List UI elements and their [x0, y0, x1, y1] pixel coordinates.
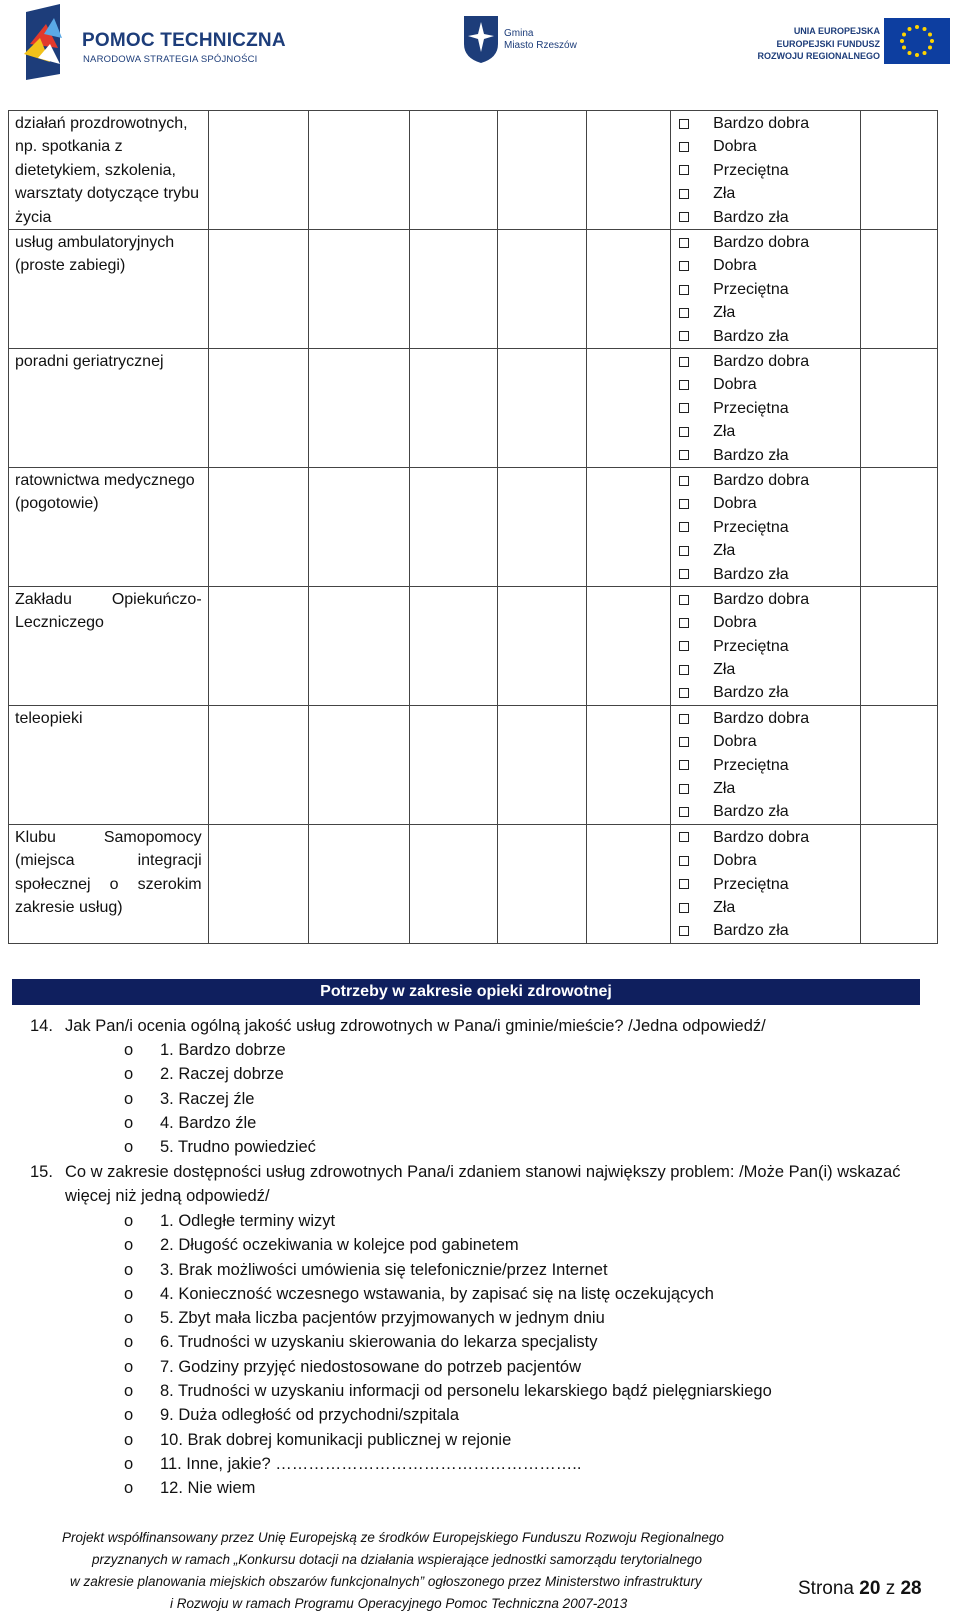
table-row [9, 348, 938, 467]
rating-option-label: Bardzo zła [713, 327, 789, 345]
empty-cell [410, 824, 498, 943]
row-label: ratownictwa medycznego (pogotowie) [9, 467, 209, 586]
circle-bullet-icon: o [124, 1089, 134, 1108]
empty-cell [309, 705, 410, 824]
rating-option-label: Przeciętna [713, 875, 789, 893]
empty-cell [860, 467, 937, 586]
empty-cell [497, 230, 586, 349]
logo-right-line3: ROZWOJU REGIONALNEGO [757, 51, 880, 61]
circle-bullet-icon: o [124, 1406, 134, 1425]
rating-option-label: Bardzo dobra [713, 709, 810, 727]
rating-option[interactable] [671, 635, 859, 658]
empty-cell [860, 824, 937, 943]
empty-cell [309, 111, 410, 230]
checkbox-icon[interactable] [679, 331, 689, 341]
rating-option-label: Dobra [713, 257, 757, 275]
rating-option[interactable] [671, 397, 859, 420]
checkbox-icon[interactable] [679, 569, 689, 579]
answer-label: 12. Nie wiem [160, 1479, 256, 1498]
answer-label: 10. Brak dobrej komunikacji publicznej w rejonie [160, 1430, 512, 1449]
answer-label: 1. Odległe terminy wizyt [160, 1212, 336, 1230]
rating-option[interactable] [671, 231, 859, 254]
rating-option-label: Dobra [713, 495, 757, 513]
empty-cell [410, 348, 498, 467]
rating-options-cell [671, 824, 860, 943]
table-row [9, 111, 938, 230]
rating-option[interactable] [671, 206, 859, 229]
rating-table [8, 110, 938, 944]
checkbox-icon[interactable] [679, 165, 689, 175]
circle-bullet-icon: o [124, 1138, 134, 1157]
checkbox-icon[interactable] [679, 285, 689, 295]
rating-option-label: Zła [713, 304, 736, 322]
rating-option-label: Bardzo zła [713, 565, 789, 583]
circle-bullet-icon: o [124, 1212, 134, 1230]
empty-cell [586, 824, 671, 943]
rating-options [671, 349, 859, 467]
rating-options-cell [671, 467, 860, 586]
page-number [798, 1578, 922, 1600]
table-row [9, 467, 938, 586]
answer-label: 9. Duża odległość od przychodni/szpitala [160, 1406, 460, 1425]
rating-option-label: Bardzo dobra [713, 590, 810, 608]
footer-line-4: i Rozwoju w ramach Programu Operacyjnego Pomoc Techniczna 2007-2013 [170, 1596, 628, 1611]
rating-option-label: Zła [713, 780, 736, 798]
checkbox-icon[interactable] [679, 737, 689, 747]
rating-options-cell [671, 111, 860, 230]
page-prefix: Strona [798, 1578, 854, 1599]
row-label: działań prozdrowotnych, np. spotkania z dietetykiem, szkolenia, warsztaty dotyczące trybu życia [9, 111, 209, 230]
table-row [9, 824, 938, 943]
rating-option[interactable] [671, 516, 859, 539]
answer-label: 4. Bardzo źle [160, 1113, 257, 1132]
page-footer [0, 1530, 960, 1620]
circle-bullet-icon: o [124, 1454, 134, 1473]
answer-label: 4. Konieczność wczesnego wstawania, by zapisać się na listę oczekujących [160, 1284, 714, 1303]
rating-options-cell [671, 586, 860, 705]
rating-option-label: Przeciętna [713, 518, 789, 536]
logo-left-subtitle: NARODOWA STRATEGIA SPÓJNOŚCI [83, 54, 258, 65]
rating-option[interactable] [671, 658, 859, 681]
checkbox-icon[interactable] [679, 212, 689, 222]
circle-bullet-icon: o [124, 1260, 134, 1279]
empty-cell [410, 467, 498, 586]
circle-bullet-icon: o [124, 1309, 134, 1328]
empty-cell [586, 230, 671, 349]
footer-line-2: przyznanych w ramach „Konkursu dotacji na działania wspierające jednostki samorządu terytorialnego [92, 1552, 703, 1567]
empty-cell [586, 111, 671, 230]
checkbox-icon[interactable] [679, 641, 689, 651]
checkbox-icon[interactable] [679, 499, 689, 509]
rating-option-label: Bardzo dobra [713, 115, 810, 132]
checkbox-icon[interactable] [679, 807, 689, 817]
row-label-main: Klubu Samopomocy (miejsca integracji społecznej o szerokim [15, 828, 202, 893]
empty-cell [860, 348, 937, 467]
checkbox-icon[interactable] [679, 856, 689, 866]
rating-option[interactable] [671, 588, 859, 611]
rating-option[interactable] [671, 681, 859, 704]
empty-cell [860, 230, 937, 349]
checkbox-icon[interactable] [679, 714, 689, 724]
question-14-text: Jak Pan/i ocenia ogólną jakość usług zdrowotnych w Pana/i gminie/mieście? /Jedna odpowiedź/ [65, 1017, 766, 1035]
answer-label: 3. Raczej źle [160, 1089, 255, 1108]
rating-option[interactable] [671, 800, 859, 823]
circle-bullet-icon: o [124, 1479, 134, 1498]
empty-cell [208, 586, 309, 705]
logo-mid-line1: Gmina [504, 28, 534, 39]
rating-option-label: Przeciętna [713, 637, 789, 655]
empty-cell [497, 824, 586, 943]
answer-label: 3. Brak możliwości umówienia się telefonicznie/przez Internet [160, 1260, 608, 1279]
checkbox-icon[interactable] [679, 357, 689, 367]
rating-option-label: Dobra [713, 138, 757, 156]
rating-option[interactable] [671, 754, 859, 777]
checkbox-icon[interactable] [679, 427, 689, 437]
empty-cell [860, 705, 937, 824]
empty-cell [309, 348, 410, 467]
empty-cell [497, 586, 586, 705]
answer-label: 2. Długość oczekiwania w kolejce pod gabinetem [160, 1236, 519, 1255]
footer-line-1: Projekt współfinansowany przez Unię Europejską ze środków Europejskiego Funduszu Rozwoju Regionalnego [62, 1530, 724, 1545]
empty-cell [497, 348, 586, 467]
empty-cell [309, 467, 410, 586]
checkbox-icon[interactable] [679, 476, 689, 486]
rating-option-label: Bardzo zła [713, 684, 789, 702]
answer-label: 8. Trudności w uzyskaniu informacji od personelu lekarskiego bądź pielęgniarskiego [160, 1382, 772, 1401]
empty-cell [208, 111, 309, 230]
rating-option-label: Zła [713, 661, 736, 679]
row-label-last: Leczniczego [15, 614, 104, 632]
page-header [0, 0, 960, 90]
rating-option[interactable] [671, 873, 859, 896]
rating-option[interactable] [671, 159, 859, 182]
empty-cell [410, 586, 498, 705]
checkbox-icon[interactable] [679, 832, 689, 842]
empty-cell [208, 467, 309, 586]
page-current: 20 [859, 1578, 881, 1599]
empty-cell [586, 705, 671, 824]
answer-label: 11. Inne, jakie? ……………………………………………….. [160, 1454, 582, 1473]
row-label: usług ambulatoryjnych (proste zabiegi) [9, 230, 209, 349]
checkbox-icon[interactable] [679, 926, 689, 936]
row-label: teleopieki [9, 705, 209, 824]
pomoc-techniczna-logo [20, 4, 300, 80]
checkbox-icon[interactable] [679, 879, 689, 889]
empty-cell [208, 230, 309, 349]
empty-cell [860, 586, 937, 705]
rating-options [671, 587, 859, 705]
rating-option[interactable] [671, 444, 859, 467]
rating-option-label: Przeciętna [713, 756, 789, 774]
rating-option[interactable] [671, 826, 859, 849]
checkbox-icon[interactable] [679, 665, 689, 675]
footer-line-3: w zakresie planowania miejskich obszarów funkcjonalnych” ogłoszonego przez Ministerstwo infrastruktury [70, 1574, 702, 1589]
rzeszow-coat-of-arms-icon [462, 14, 500, 64]
rating-option[interactable] [671, 182, 859, 205]
checkbox-icon[interactable] [679, 760, 689, 770]
rating-option[interactable] [671, 707, 859, 730]
rating-option[interactable] [671, 301, 859, 324]
section-title: Potrzeby w zakresie opieki zdrowotnej [12, 979, 920, 1005]
empty-cell [208, 824, 309, 943]
rating-option-label: Zła [713, 185, 736, 203]
checkbox-icon[interactable] [679, 450, 689, 460]
rating-option[interactable] [671, 135, 859, 158]
rating-option[interactable] [671, 112, 859, 135]
page-total: 28 [900, 1578, 922, 1599]
rating-option-label: Bardzo dobra [713, 828, 810, 846]
row-label-main: Zakładu Opiekuńczo- [15, 590, 202, 608]
question-15-number: 15. [30, 1163, 53, 1181]
rating-option[interactable] [671, 849, 859, 872]
rating-option[interactable] [671, 469, 859, 492]
circle-bullet-icon: o [124, 1430, 134, 1449]
checkbox-icon[interactable] [679, 618, 689, 628]
rating-option-label: Zła [713, 423, 736, 441]
checkbox-icon[interactable] [679, 142, 689, 152]
rating-option[interactable] [671, 254, 859, 277]
row-label [9, 824, 209, 943]
empty-cell [410, 230, 498, 349]
table-row [9, 230, 938, 349]
empty-cell [860, 111, 937, 230]
rating-option[interactable] [671, 350, 859, 373]
pomoc-techniczna-emblem-icon [20, 4, 82, 80]
empty-cell [410, 705, 498, 824]
empty-cell [586, 348, 671, 467]
rating-option[interactable] [671, 611, 859, 634]
answer-label: 5. Zbyt mała liczba pacjentów przyjmowanych w jednym dniu [160, 1309, 605, 1328]
checkbox-icon[interactable] [679, 522, 689, 532]
rating-options [671, 111, 859, 229]
row-label: poradni geriatrycznej [9, 348, 209, 467]
checkbox-icon[interactable] [679, 308, 689, 318]
answer-label: 6. Trudności w uzyskaniu skierowania do lekarza specjalisty [160, 1333, 598, 1352]
circle-bullet-icon: o [124, 1284, 134, 1303]
checkbox-icon[interactable] [679, 403, 689, 413]
checkbox-icon[interactable] [679, 595, 689, 605]
checkbox-icon[interactable] [679, 189, 689, 199]
rating-option-label: Zła [713, 898, 736, 916]
checkbox-icon[interactable] [679, 903, 689, 913]
checkbox-icon[interactable] [679, 261, 689, 271]
logo-mid-line2: Miasto Rzeszów [504, 40, 577, 51]
rating-option-label: Bardzo zła [713, 446, 789, 464]
rating-option[interactable] [671, 278, 859, 301]
rating-option-label: Bardzo zła [713, 208, 789, 226]
empty-cell [497, 705, 586, 824]
rating-option-label: Przeciętna [713, 399, 789, 417]
rating-option[interactable] [671, 563, 859, 586]
logo-right-line2: EUROPEJSKI FUNDUSZ [776, 39, 880, 49]
empty-cell [586, 467, 671, 586]
circle-bullet-icon: o [124, 1113, 134, 1132]
rating-option[interactable] [671, 373, 859, 396]
rating-option-label: Bardzo zła [713, 803, 789, 821]
empty-cell [208, 705, 309, 824]
rating-option[interactable] [671, 919, 859, 942]
logo-right-line1: UNIA EUROPEJSKA [793, 26, 880, 36]
checkbox-icon[interactable] [679, 784, 689, 794]
table-row [9, 586, 938, 705]
empty-cell [410, 111, 498, 230]
checkbox-icon[interactable] [679, 119, 689, 129]
row-label [9, 586, 209, 705]
rating-option[interactable] [671, 539, 859, 562]
eu-flag-icon [884, 18, 950, 64]
rating-options [671, 825, 859, 943]
table-row [9, 705, 938, 824]
rating-options [671, 706, 859, 824]
rating-option-label: Dobra [713, 614, 757, 632]
empty-cell [497, 111, 586, 230]
rating-options-cell [671, 705, 860, 824]
logo-left-name: POMOC TECHNICZNA [82, 30, 286, 51]
rating-option-label: Zła [713, 542, 736, 560]
question-14-number: 14. [30, 1017, 53, 1035]
rating-option-label: Bardzo dobra [713, 471, 810, 489]
rating-option-label: Dobra [713, 733, 757, 751]
empty-cell [309, 586, 410, 705]
empty-cell [309, 230, 410, 349]
rating-options [671, 230, 859, 348]
rating-option[interactable] [671, 492, 859, 515]
eu-logo [756, 18, 950, 68]
rating-option[interactable] [671, 420, 859, 443]
question-15-text: Co w zakresie dostępności usług zdrowotnych Pana/i zdaniem stanowi największy problem: /Może Pan(i) wskazać więcej niż jedną odpowiedź/ [65, 1163, 901, 1206]
rating-option[interactable] [671, 777, 859, 800]
rating-option-label: Bardzo zła [713, 922, 789, 940]
circle-bullet-icon: o [124, 1357, 134, 1376]
checkbox-icon[interactable] [679, 238, 689, 248]
circle-bullet-icon: o [124, 1065, 134, 1084]
circle-bullet-icon: o [124, 1382, 134, 1401]
rating-option-label: Bardzo dobra [713, 234, 810, 252]
rating-option[interactable] [671, 325, 859, 348]
rating-options-cell [671, 230, 860, 349]
rating-option-label: Dobra [713, 852, 757, 870]
rating-options-cell [671, 348, 860, 467]
rating-option-label: Przeciętna [713, 280, 789, 298]
rzeszow-logo [462, 14, 592, 66]
answer-label: 1. Bardzo dobrze [160, 1041, 286, 1059]
empty-cell [208, 348, 309, 467]
rating-option[interactable] [671, 896, 859, 919]
empty-cell [309, 824, 410, 943]
answer-label: 2. Raczej dobrze [160, 1065, 284, 1084]
circle-bullet-icon: o [124, 1236, 134, 1255]
checkbox-icon[interactable] [679, 380, 689, 390]
row-label-last: zakresie usług) [15, 899, 123, 917]
rating-option-label: Przeciętna [713, 161, 789, 179]
circle-bullet-icon: o [124, 1041, 134, 1059]
rating-options [671, 468, 859, 586]
page-separator: z [885, 1578, 896, 1599]
rating-option-label: Dobra [713, 376, 757, 394]
rating-option[interactable] [671, 730, 859, 753]
answer-label: 5. Trudno powiedzieć [160, 1138, 316, 1157]
empty-cell [497, 467, 586, 586]
checkbox-icon[interactable] [679, 546, 689, 556]
circle-bullet-icon: o [124, 1333, 134, 1352]
rating-option-label: Bardzo dobra [713, 352, 810, 370]
empty-cell [586, 586, 671, 705]
answer-label: 7. Godziny przyjęć niedostosowane do potrzeb pacjentów [160, 1357, 581, 1376]
checkbox-icon[interactable] [679, 688, 689, 698]
